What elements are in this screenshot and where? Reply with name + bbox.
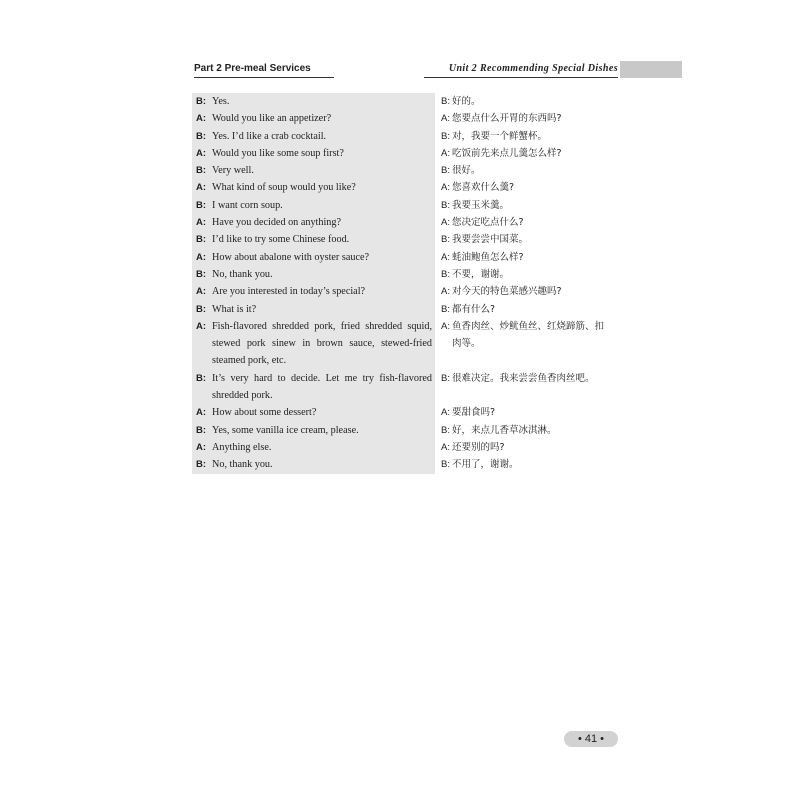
english-text: Would you like an appetizer?	[212, 113, 332, 125]
dialogue-row	[192, 370, 610, 405]
header-part-title: Part 2 Pre-meal Services	[194, 62, 334, 78]
english-line	[192, 370, 435, 405]
chinese-text: 不要，谢谢。	[452, 268, 510, 280]
english-line	[192, 439, 435, 456]
english-line	[192, 110, 435, 127]
dialogue-row	[192, 231, 610, 248]
chinese-line	[435, 422, 610, 439]
english-text: What is it?	[212, 303, 257, 315]
dialogue-row	[192, 266, 610, 283]
chinese-text: 鱼香肉丝、炒鱿鱼丝、红烧蹄筋、扣肉等。	[452, 320, 605, 350]
english-text: Are you interested in today’s special?	[212, 286, 366, 298]
chinese-line	[435, 162, 610, 179]
chinese-line	[435, 110, 610, 127]
english-line	[192, 128, 435, 145]
chinese-text: 蚝油鲍鱼怎么样?	[452, 251, 524, 263]
speaker-label: B:	[196, 165, 207, 177]
speaker-label-zh: B:	[441, 424, 450, 436]
english-line	[192, 231, 435, 248]
speaker-label-zh: A:	[441, 182, 450, 194]
dialogue-row	[192, 145, 610, 162]
english-line	[192, 266, 435, 283]
speaker-label-zh: A:	[441, 407, 450, 419]
speaker-label: A:	[196, 407, 207, 419]
english-line	[192, 404, 435, 421]
speaker-label-zh: B:	[441, 268, 450, 280]
speaker-label-zh: A:	[441, 286, 450, 298]
english-text: Would you like some soup first?	[212, 147, 344, 159]
chinese-text: 要甜食吗?	[452, 407, 496, 419]
chinese-line	[435, 231, 610, 248]
chinese-line	[435, 301, 610, 318]
speaker-label: A:	[196, 217, 207, 229]
dialogue-row	[192, 456, 610, 473]
speaker-label-zh: A:	[441, 147, 450, 159]
english-line	[192, 214, 435, 231]
dialogue-row	[192, 110, 610, 127]
chinese-text: 您决定吃点什么?	[452, 217, 524, 229]
page-number: • 41 •	[564, 731, 618, 747]
speaker-label-zh: B:	[441, 303, 450, 315]
speaker-label-zh: B:	[441, 372, 450, 384]
english-line	[192, 422, 435, 439]
english-line	[192, 179, 435, 196]
chinese-text: 我要玉米羹。	[452, 199, 510, 211]
speaker-label-zh: A:	[441, 320, 450, 332]
dialogue-table	[192, 93, 610, 474]
chinese-text: 好，来点儿香草冰淇淋。	[452, 424, 557, 436]
speaker-label-zh: A:	[441, 441, 450, 453]
english-text: No, thank you.	[212, 459, 273, 471]
chinese-text: 您喜欢什么羹?	[452, 182, 515, 194]
speaker-label: A:	[196, 441, 207, 453]
header-unit-title: Unit 2 Recommending Special Dishes	[424, 62, 618, 78]
speaker-label: A:	[196, 147, 207, 159]
dialogue-row	[192, 162, 610, 179]
dialogue-row	[192, 404, 610, 421]
english-text: How about some dessert?	[212, 407, 317, 419]
english-line	[192, 318, 435, 370]
chinese-line	[435, 404, 610, 421]
english-line	[192, 283, 435, 300]
chinese-line	[435, 214, 610, 231]
english-line	[192, 301, 435, 318]
english-text: How about abalone with oyster sauce?	[212, 251, 370, 263]
speaker-label: A:	[196, 320, 207, 332]
speaker-label-zh: B:	[441, 96, 450, 107]
speaker-label: B:	[196, 130, 207, 142]
chinese-text: 吃饭前先来点儿羹怎么样?	[452, 147, 562, 159]
speaker-label: B:	[196, 424, 207, 436]
english-line	[192, 145, 435, 162]
english-text: Very well.	[212, 165, 254, 177]
chinese-line	[435, 179, 610, 196]
english-line	[192, 456, 435, 473]
speaker-label: B:	[196, 96, 207, 107]
chinese-text: 对，我要一个鲜蟹杯。	[452, 130, 548, 142]
english-text: I want corn soup.	[212, 199, 283, 211]
chinese-text: 不用了，谢谢。	[452, 459, 519, 471]
speaker-label: A:	[196, 286, 207, 298]
speaker-label: B:	[196, 459, 207, 471]
header-decorative-bar	[620, 61, 682, 78]
chinese-line	[435, 93, 610, 110]
dialogue-row	[192, 301, 610, 318]
speaker-label-zh: B:	[441, 459, 450, 471]
english-text: Have you decided on anything?	[212, 217, 342, 229]
speaker-label-zh: B:	[441, 130, 450, 142]
chinese-text: 很好。	[452, 165, 481, 177]
english-text: Anything else.	[212, 441, 272, 453]
chinese-text: 都有什么?	[452, 303, 496, 315]
english-line	[192, 249, 435, 266]
dialogue-row	[192, 93, 610, 110]
speaker-label: A:	[196, 113, 207, 125]
dialogue-row	[192, 439, 610, 456]
dialogue-row	[192, 179, 610, 196]
english-text: No, thank you.	[212, 268, 273, 280]
chinese-text: 好的。	[452, 96, 481, 107]
speaker-label: B:	[196, 234, 207, 246]
chinese-text: 我要尝尝中国菜。	[452, 234, 529, 246]
english-text: Yes, some vanilla ice cream, please.	[212, 424, 359, 436]
chinese-line	[435, 128, 610, 145]
speaker-label: B:	[196, 268, 207, 280]
chinese-line	[435, 249, 610, 266]
english-line	[192, 93, 435, 110]
speaker-label-zh: B:	[441, 199, 450, 211]
chinese-line	[435, 456, 610, 473]
speaker-label: B:	[196, 303, 207, 315]
dialogue-row	[192, 197, 610, 214]
dialogue-row	[192, 214, 610, 231]
chinese-text: 很难决定。我来尝尝鱼香肉丝吧。	[452, 372, 595, 384]
speaker-label: B:	[196, 199, 207, 211]
speaker-label-zh: A:	[441, 251, 450, 263]
chinese-line	[435, 318, 610, 370]
dialogue-row	[192, 128, 610, 145]
chinese-line	[435, 266, 610, 283]
chinese-line	[435, 439, 610, 456]
english-text: Fish-flavored shredded pork, fried shredded squid, stewed pork sinew in brown sauce, stewed-fried steamed pork, etc.	[212, 320, 432, 367]
english-text: It’s very hard to decide. Let me try fish-flavored shredded pork.	[212, 372, 432, 402]
speaker-label: A:	[196, 251, 207, 263]
dialogue-row	[192, 283, 610, 300]
speaker-label-zh: A:	[441, 113, 450, 125]
english-line	[192, 197, 435, 214]
speaker-label: B:	[196, 372, 207, 384]
english-line	[192, 162, 435, 179]
english-text: Yes.	[212, 96, 230, 107]
dialogue-row	[192, 422, 610, 439]
dialogue-row	[192, 318, 610, 370]
speaker-label-zh: B:	[441, 234, 450, 246]
english-text: I’d like to try some Chinese food.	[212, 234, 350, 246]
english-text: What kind of soup would you like?	[212, 182, 356, 194]
speaker-label: A:	[196, 182, 207, 194]
chinese-line	[435, 283, 610, 300]
chinese-text: 您要点什么开胃的东西吗?	[452, 113, 562, 125]
speaker-label-zh: A:	[441, 217, 450, 229]
chinese-text: 还要别的吗?	[452, 441, 505, 453]
chinese-line	[435, 197, 610, 214]
english-text: Yes. I’d like a crab cocktail.	[212, 130, 327, 142]
speaker-label-zh: B:	[441, 165, 450, 177]
chinese-line	[435, 370, 610, 405]
chinese-line	[435, 145, 610, 162]
dialogue-row	[192, 249, 610, 266]
chinese-text: 对今天的特色菜感兴趣吗?	[452, 286, 562, 298]
